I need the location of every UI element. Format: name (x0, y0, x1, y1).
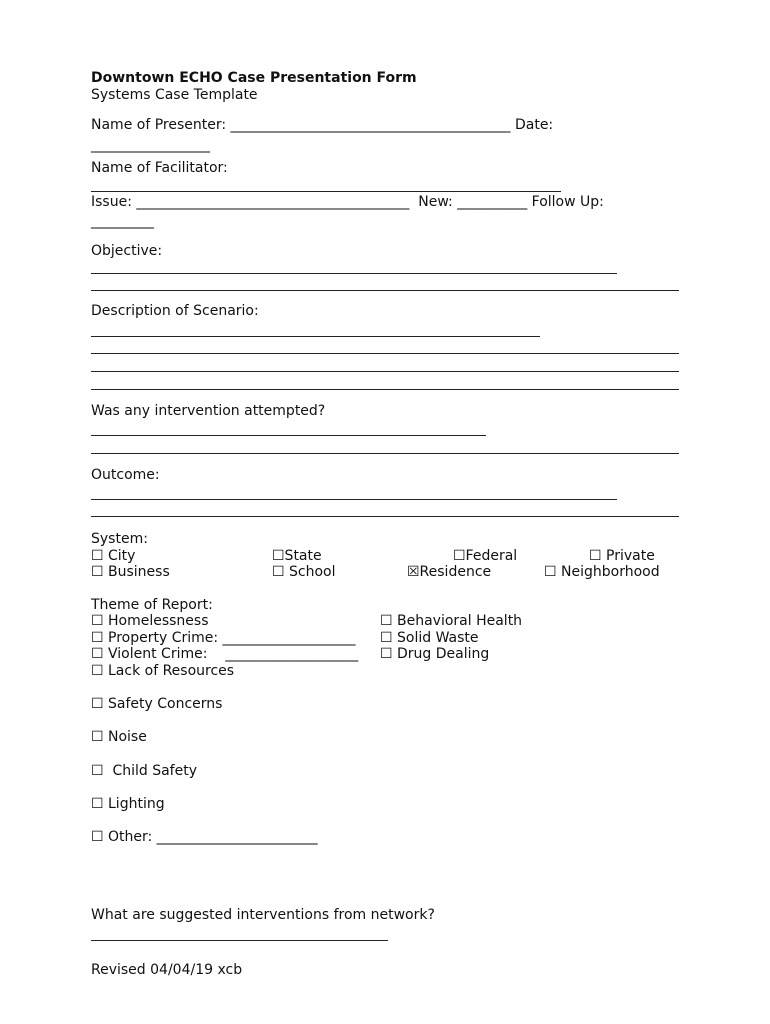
revision-note: Revised 04/04/19 xcb (91, 962, 243, 978)
theme-safety-concerns-checkbox[interactable]: ☐ Safety Concerns (91, 696, 223, 712)
outcome-label: Outcome: (91, 467, 160, 483)
outcome-field-2[interactable] (91, 516, 679, 517)
theme-noise-checkbox[interactable]: ☐ Noise (91, 729, 147, 745)
theme-property-crime-checkbox[interactable]: ☐ Property Crime: ___________________ (91, 630, 356, 646)
intervention-field-1[interactable] (91, 435, 486, 436)
theme-violent-crime-checkbox[interactable]: ☐ Violent Crime: ___________________ (91, 646, 359, 662)
system-city-checkbox[interactable]: ☐ City (91, 548, 136, 564)
objective-label: Objective: (91, 243, 163, 259)
system-business-checkbox[interactable]: ☐ Business (91, 564, 170, 580)
facilitator-label: Name of Facilitator: (91, 160, 228, 176)
system-school-checkbox[interactable]: ☐ School (272, 564, 336, 580)
theme-other-checkbox[interactable]: ☐ Other: _______________________ (91, 829, 318, 845)
intervention-label: Was any intervention attempted? (91, 403, 326, 419)
system-private-checkbox[interactable]: ☐ Private (589, 548, 655, 564)
presenter-date-line[interactable]: Name of Presenter: ________________________________________ Date: (91, 117, 554, 133)
theme-homelessness-checkbox[interactable]: ☐ Homelessness (91, 613, 209, 629)
theme-behavioral-health-checkbox[interactable]: ☐ Behavioral Health (380, 613, 523, 629)
system-state-checkbox[interactable]: ☐State (272, 548, 322, 564)
suggested-interventions-label: What are suggested interventions from network? (91, 907, 435, 923)
objective-field-2[interactable] (91, 290, 679, 291)
system-federal-checkbox[interactable]: ☐Federal (453, 548, 518, 564)
system-neighborhood-checkbox[interactable]: ☐ Neighborhood (544, 564, 660, 580)
description-label: Description of Scenario: (91, 303, 259, 319)
intervention-field-2[interactable] (91, 453, 679, 454)
facilitator-field[interactable] (91, 191, 561, 192)
description-field-4[interactable] (91, 389, 679, 390)
theme-drug-dealing-checkbox[interactable]: ☐ Drug Dealing (380, 646, 490, 662)
description-field-3[interactable] (91, 371, 679, 372)
description-field-1[interactable] (91, 336, 540, 337)
theme-solid-waste-checkbox[interactable]: ☐ Solid Waste (380, 630, 479, 646)
issue-line-continued[interactable]: _________ (91, 213, 154, 229)
outcome-field-1[interactable] (91, 499, 617, 500)
issue-line[interactable]: Issue: _______________________________________ New: __________ Follow Up: (91, 194, 604, 210)
form-title: Downtown ECHO Case Presentation Form (91, 70, 417, 86)
date-line-continued[interactable]: _________________ (91, 137, 210, 153)
theme-label: Theme of Report: (91, 597, 213, 613)
system-label: System: (91, 531, 148, 547)
theme-lack-of-resources-checkbox[interactable]: ☐ Lack of Resources (91, 663, 235, 679)
suggested-interventions-field[interactable] (91, 940, 388, 941)
theme-child-safety-checkbox[interactable]: ☐ Child Safety (91, 763, 197, 779)
objective-field-1[interactable] (91, 273, 617, 274)
theme-lighting-checkbox[interactable]: ☐ Lighting (91, 796, 165, 812)
system-residence-checkbox[interactable]: ☒Residence (407, 564, 492, 580)
description-field-2[interactable] (91, 353, 679, 354)
form-subtitle: Systems Case Template (91, 87, 258, 103)
